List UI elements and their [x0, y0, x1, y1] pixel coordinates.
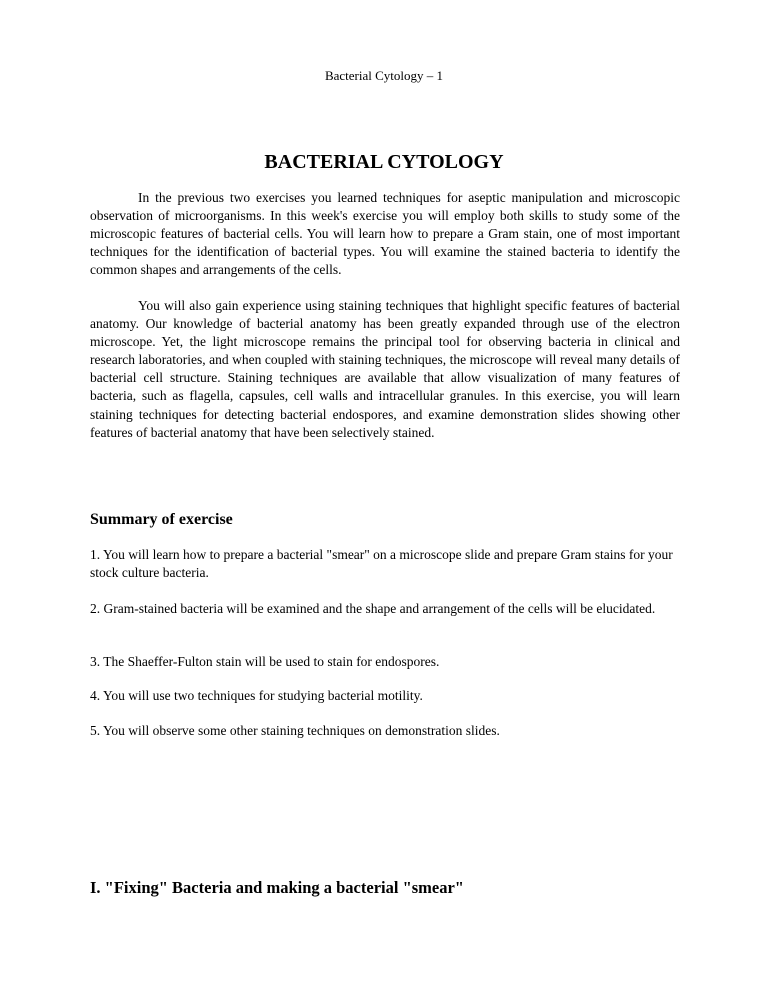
- document-title: BACTERIAL CYTOLOGY: [264, 151, 504, 173]
- section-heading-fixing-bacteria: I. "Fixing" Bacteria and making a bacterial "smear": [90, 878, 464, 897]
- intro-paragraph-2: You will also gain experience using staining techniques that highlight specific features of bacterial anatomy. Our knowledge of bacterial anatomy has been greatly expanded through use of the electron microscope. Yet, the light microscope remains the principal tool for observing bacteria in clinical and research laboratories, and when coupled with staining techniques, the microscope will reveal many details of bacterial cell structure. Staining techniques are available that allow visualization of many features of bacteria, such as flagella, capsules, cell walls and intracellular granules. In this exercise, you will learn staining techniques for detecting bacterial endospores, and examine demonstration slides showing other features of bacterial anatomy that have been selectively stained.: [90, 298, 680, 440]
- intro-paragraph-1: In the previous two exercises you learned techniques for aseptic manipulation and microscopic observation of microorganisms. In this week's exercise you will employ both skills to study some of the microscopic features of bacterial cells. You will learn how to prepare a Gram stain, one of most important techniques for the identification of bacterial types. You will examine the stained bacteria to identify the common shapes and arrangements of the cells.: [90, 190, 680, 278]
- summary-item-5: 5. You will observe some other staining techniques on demonstration slides.: [90, 723, 500, 738]
- running-header: Bacterial Cytology – 1: [324, 68, 444, 83]
- summary-item-4: 4. You will use two techniques for studying bacterial motility.: [90, 688, 423, 703]
- summary-item-1: 1. You will learn how to prepare a bacterial "smear" on a microscope slide and prepare Gram stains for your stock culture bacteria.: [90, 547, 673, 580]
- summary-heading: Summary of exercise: [90, 511, 233, 528]
- summary-item-3: 3. The Shaeffer-Fulton stain will be used to stain for endospores.: [90, 654, 440, 669]
- summary-item-2: 2. Gram-stained bacteria will be examined and the shape and arrangement of the cells will be elucidated.: [90, 601, 656, 616]
